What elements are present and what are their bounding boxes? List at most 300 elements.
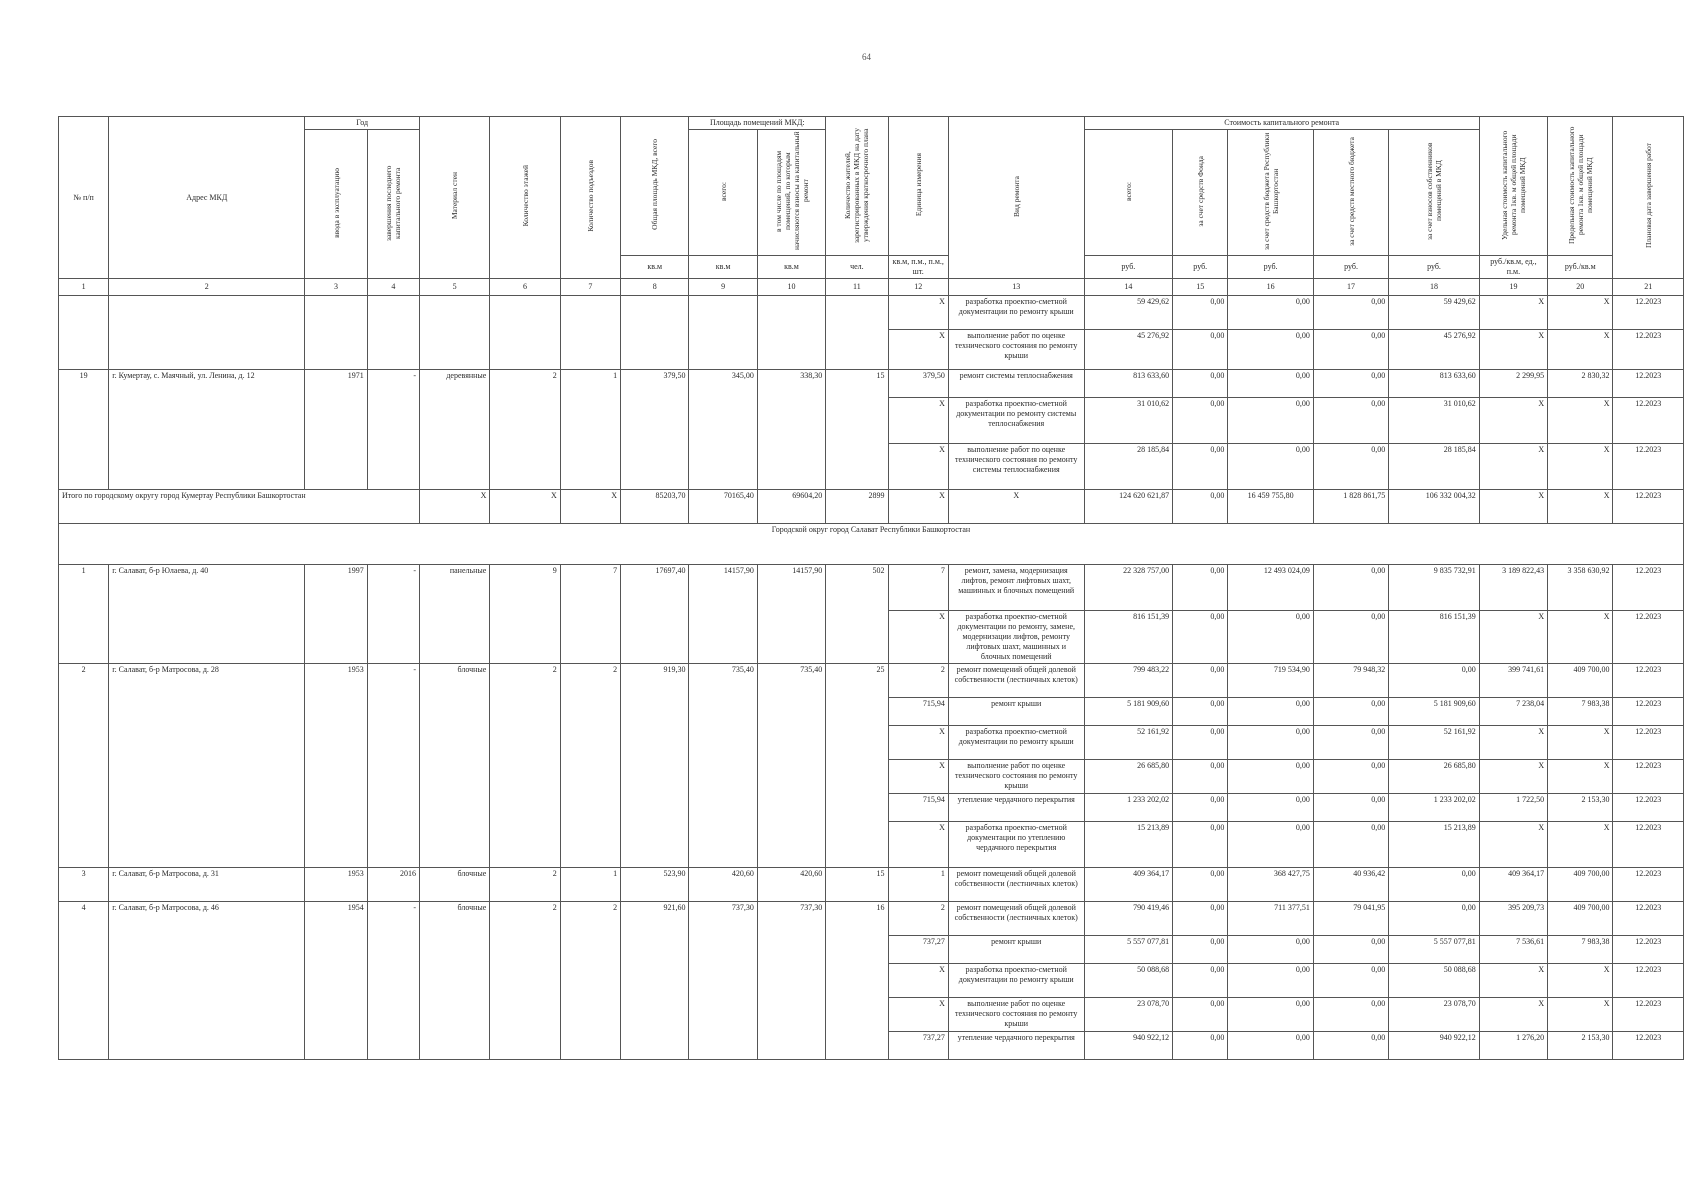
cell-spec: 395 209,73 [1479,902,1547,936]
cell-total: 23 078,70 [1084,998,1172,1032]
cell-owners: 45 276,92 [1389,330,1480,370]
cell-date: 12.2023 [1613,330,1684,370]
cell-date: 12.2023 [1613,698,1684,726]
cell-total: 50 088,68 [1084,964,1172,998]
cell-address: г. Кумертау, с. Маячный, ул. Ленина, д. 12 [109,370,305,490]
cell-unit: 2 [888,664,948,698]
cell-material: деревянные [419,370,489,490]
cell-spec: 409 364,17 [1479,868,1547,902]
empty-cell [109,296,305,370]
cell-total: 940 922,12 [1084,1032,1172,1060]
cell-fund: 0,00 [1173,936,1228,964]
cell-local: 0,00 [1313,565,1388,611]
cell-date: 12.2023 [1613,664,1684,698]
cell-num: 4 [59,902,109,1060]
cell-total: 45 276,92 [1084,330,1172,370]
cell-max: 409 700,00 [1548,868,1613,902]
cell-fund: 0,00 [1173,398,1228,444]
cell-entrances: 2 [560,902,620,1060]
cell-rb: 0,00 [1228,1032,1313,1060]
cell-work: ремонт, замена, модернизация лифтов, ремонт лифтовых шахт, машинных и блочных помещений [948,565,1084,611]
cell-rb: 0,00 [1228,330,1313,370]
cell-max: 409 700,00 [1548,664,1613,698]
cell-rb: 719 534,90 [1228,664,1313,698]
cell-local: 79 041,95 [1313,902,1388,936]
cell-premises-repair: 14157,90 [757,565,825,664]
unit-sqm: кв.м [689,256,757,279]
cell-total: 1 233 202,02 [1084,794,1172,822]
cell-last-repair: - [367,664,419,868]
hdr-premises-all: всего: [689,130,757,256]
cell-spec: X [1479,398,1547,444]
cell-fund: 0,00 [1173,964,1228,998]
capital-repair-table [58,116,1684,1060]
cell-entrances: X [560,490,620,524]
cell-premises-repair: 420,60 [757,868,825,902]
cell-date: 12.2023 [1613,760,1684,794]
cell-spec: 3 189 822,43 [1479,565,1547,611]
cell-local: 0,00 [1313,964,1388,998]
unit-rub-sqm: руб./кв.м, ед., п.м. [1479,256,1547,279]
cell-local: 0,00 [1313,794,1388,822]
cell-owners: 5 181 909,60 [1389,698,1480,726]
cell-work: разработка проектно-сметной документации по утеплению чердачного перекрытия [948,822,1084,868]
cell-owners: 0,00 [1389,664,1480,698]
cell-max: X [1548,490,1613,524]
cell-work: разработка проектно-сметной документации по ремонту крыши [948,726,1084,760]
table-body [59,279,1684,1060]
cell-owners: 59 429,62 [1389,296,1480,330]
cell-fund: 0,00 [1173,330,1228,370]
cell-residents: 16 [826,902,888,1060]
unit-sqm: кв.м [621,256,689,279]
empty-cell [367,296,419,370]
empty-cell [689,296,757,370]
cell-local: 0,00 [1313,998,1388,1032]
cell-spec: 2 299,95 [1479,370,1547,398]
cell-fund: 0,00 [1173,726,1228,760]
cell-date: 12.2023 [1613,868,1684,902]
cell-rb: 0,00 [1228,936,1313,964]
hdr-max-cost: Предельная стоимость капитального ремонта 1кв. м общей площади помещений МКД [1548,117,1613,256]
cell-year: 1997 [305,565,367,664]
cell-residents: 25 [826,664,888,868]
hdr-material: Материал стен [419,117,489,279]
cell-year: 1953 [305,664,367,868]
cell-rb: 711 377,51 [1228,902,1313,936]
cell-max: X [1548,760,1613,794]
cell-work: ремонт помещений общей долевой собственности (лестничных клеток) [948,902,1084,936]
cell-total: 28 185,84 [1084,444,1172,490]
cell-unit: 1 [888,868,948,902]
cell-owners: 106 332 004,32 [1389,490,1480,524]
cell-unit: 7 [888,565,948,611]
cell-area: 919,30 [621,664,689,868]
cell-total: 5 181 909,60 [1084,698,1172,726]
cell-total: 15 213,89 [1084,822,1172,868]
cell-spec: X [1479,822,1547,868]
cell-entrances: 7 [560,565,620,664]
cell-fund: 0,00 [1173,611,1228,664]
cell-num: 1 [59,565,109,664]
hdr-residents: Количество жителей, зарегистрированных в МКД на дату утверждения краткосрочного плана [826,117,888,256]
cell-max: X [1548,998,1613,1032]
cell-work: выполнение работ по оценке технического состояния по ремонту крыши [948,330,1084,370]
cell-last-repair: - [367,565,419,664]
cell-entrances: 1 [560,868,620,902]
column-number-row: 1 2 3 4 5 6 7 8 9 10 11 12 13 14 15 16 17 18 19 20 21 [59,279,1684,296]
cell-fund: 0,00 [1173,565,1228,611]
cell-unit: X [888,398,948,444]
cell-work: разработка проектно-сметной документации по ремонту, замене, модернизации лифтов, ремонту лифтовых шахт, машинных и блочных помещений [948,611,1084,664]
section-title: Городской округ город Салават Республики Башкортостан [59,524,1684,565]
cell-premises: 737,30 [689,902,757,1060]
cell-premises: 345,00 [689,370,757,490]
cell-date: 12.2023 [1613,398,1684,444]
cell-unit: 2 [888,902,948,936]
cell-local: 0,00 [1313,330,1388,370]
cell-max: X [1548,444,1613,490]
cell-spec: X [1479,760,1547,794]
cell-work: ремонт крыши [948,698,1084,726]
empty-cell [419,296,489,370]
cell-unit: X [888,296,948,330]
cell-rb: 0,00 [1228,998,1313,1032]
cell-max: X [1548,296,1613,330]
hdr-premises-repair: в том числе по площадям помещений, по которым начисляются взносы на капитальный ремонт [757,130,825,256]
cell-fund: 0,00 [1173,444,1228,490]
cell-floors: 2 [490,902,560,1060]
table-row [59,296,1684,330]
hdr-planned-date: Плановая дата завершения работ [1613,117,1684,279]
cell-entrances: 2 [560,664,620,868]
cell-fund: 0,00 [1173,296,1228,330]
cell-max: 2 830,32 [1548,370,1613,398]
cell-spec: 7 238,04 [1479,698,1547,726]
cell-date: 12.2023 [1613,490,1684,524]
cell-local: 0,00 [1313,370,1388,398]
cell-max: 409 700,00 [1548,902,1613,936]
cell-unit: X [888,330,948,370]
hdr-year-commission: ввода в эксплуатацию [305,130,367,279]
cell-rb: 0,00 [1228,611,1313,664]
cell-date: 12.2023 [1613,794,1684,822]
empty-cell [560,296,620,370]
cell-owners: 816 151,39 [1389,611,1480,664]
hdr-address: Адрес МКД [109,117,305,279]
cell-max: 7 983,38 [1548,698,1613,726]
cell-total: 790 419,46 [1084,902,1172,936]
cell-date: 12.2023 [1613,370,1684,398]
cell-local: 40 936,42 [1313,868,1388,902]
cell-work: разработка проектно-сметной документации по ремонту крыши [948,296,1084,330]
cell-date: 12.2023 [1613,902,1684,936]
cell-premises-repair: 737,30 [757,902,825,1060]
cell-spec: X [1479,964,1547,998]
cell-local: 79 948,32 [1313,664,1388,698]
hdr-premises-area: Площадь помещений МКД: [689,117,826,130]
cell-address: г. Салават, б-р Матросова, д. 28 [109,664,305,868]
cell-unit: 715,94 [888,698,948,726]
cell-rb: 0,00 [1228,370,1313,398]
cell-work: ремонт системы теплоснабжения [948,370,1084,398]
cell-owners: 50 088,68 [1389,964,1480,998]
empty-cell [757,296,825,370]
cell-work: разработка проектно-сметной документации по ремонту крыши [948,964,1084,998]
cell-rb: 0,00 [1228,398,1313,444]
cell-max: 3 358 630,92 [1548,565,1613,611]
cell-rb: 0,00 [1228,698,1313,726]
cell-max: X [1548,611,1613,664]
cell-total: 31 010,62 [1084,398,1172,444]
cell-spec: 1 722,50 [1479,794,1547,822]
cell-fund: 0,00 [1173,822,1228,868]
empty-cell [490,296,560,370]
cell-owners: 15 213,89 [1389,822,1480,868]
cell-max: X [1548,964,1613,998]
cell-owners: 52 161,92 [1389,726,1480,760]
cell-material: блочные [419,868,489,902]
cell-num: 2 [59,664,109,868]
cell-unit: X [888,822,948,868]
cell-unit: X [888,444,948,490]
empty-cell [621,296,689,370]
cell-floors: X [490,490,560,524]
hdr-cost-budget-local: за счет средств местного бюджета [1313,130,1388,256]
table-row [59,902,1684,936]
cell-premises: 420,60 [689,868,757,902]
cell-area: 379,50 [621,370,689,490]
cell-work: утепление чердачного перекрытия [948,1032,1084,1060]
hdr-cost-owners: за счет взносов собственников помещений в МКД [1389,130,1480,256]
cell-max: 7 983,38 [1548,936,1613,964]
cell-rb: 0,00 [1228,444,1313,490]
cell-unit: 737,27 [888,1032,948,1060]
unit-sqm: кв.м [757,256,825,279]
cell-material: блочные [419,902,489,1060]
table-row [59,370,1684,398]
hdr-specific-cost: Удельная стоимость капитального ремонта 1кв. м общей площади помещений МКД [1479,117,1547,256]
cell-local: 0,00 [1313,1032,1388,1060]
cell-local: 0,00 [1313,296,1388,330]
cell-fund: 0,00 [1173,698,1228,726]
cell-year: 1954 [305,902,367,1060]
unit-rub: руб. [1313,256,1388,279]
cell-local: 1 828 861,75 [1313,490,1388,524]
cell-premises-repair: 338,30 [757,370,825,490]
cell-last-repair: 2016 [367,868,419,902]
empty-cell [826,296,888,370]
cell-date: 12.2023 [1613,565,1684,611]
cell-date: 12.2023 [1613,964,1684,998]
cell-total: 409 364,17 [1084,868,1172,902]
cell-spec: X [1479,444,1547,490]
cell-area: 523,90 [621,868,689,902]
cell-owners: 23 078,70 [1389,998,1480,1032]
cell-residents: 15 [826,868,888,902]
cell-spec: X [1479,330,1547,370]
cell-total: 59 429,62 [1084,296,1172,330]
cell-material: панельные [419,565,489,664]
cell-work: утепление чердачного перекрытия [948,794,1084,822]
hdr-total-area: Общая площадь МКД, всего [621,117,689,256]
cell-local: 0,00 [1313,726,1388,760]
cell-floors: 2 [490,370,560,490]
cell-owners: 9 835 732,91 [1389,565,1480,611]
cell-material: блочные [419,664,489,868]
cell-floors: 9 [490,565,560,664]
cell-total: 816 151,39 [1084,611,1172,664]
hdr-year: Год [305,117,420,130]
cell-local: 0,00 [1313,822,1388,868]
cell-fund: 0,00 [1173,794,1228,822]
cell-max: X [1548,398,1613,444]
cell-date: 12.2023 [1613,998,1684,1032]
table-row [59,868,1684,902]
cell-year: 1953 [305,868,367,902]
cell-owners: 0,00 [1389,902,1480,936]
page-number: 64 [862,52,871,62]
cell-rb: 0,00 [1228,760,1313,794]
hdr-cost-fund: за счет средств Фонда [1173,130,1228,256]
cell-total: 124 620 621,87 [1084,490,1172,524]
cell-spec: X [1479,611,1547,664]
cell-fund: 0,00 [1173,370,1228,398]
cell-premises: 735,40 [689,664,757,868]
cell-unit: X [888,964,948,998]
cell-unit: X [888,490,948,524]
cell-rb: 368 427,75 [1228,868,1313,902]
cell-total: 813 633,60 [1084,370,1172,398]
cell-max: X [1548,726,1613,760]
cell-year: 1971 [305,370,367,490]
cell-local: 0,00 [1313,398,1388,444]
cell-fund: 0,00 [1173,998,1228,1032]
cell-local: 0,00 [1313,611,1388,664]
cell-area: 17697,40 [621,565,689,664]
cell-unit: X [888,726,948,760]
cell-fund: 0,00 [1173,902,1228,936]
cell-owners: 1 233 202,02 [1389,794,1480,822]
unit-people: чел. [826,256,888,279]
cell-premises_repair: 69604,20 [757,490,825,524]
cell-spec: X [1479,296,1547,330]
cell-work: разработка проектно-сметной документации по ремонту системы теплоснабжения [948,398,1084,444]
cell-local: 0,00 [1313,444,1388,490]
cell-owners: 31 010,62 [1389,398,1480,444]
hdr-cost-budget-rb: за счет средств бюджета Республики Башкортостан [1228,130,1313,256]
cell-local: 0,00 [1313,936,1388,964]
cell-rb: 12 493 024,09 [1228,565,1313,611]
cell-max: 2 153,30 [1548,1032,1613,1060]
hdr-cost-total: всего: [1084,130,1172,256]
cell-unit: X [888,611,948,664]
cell-residents: 15 [826,370,888,490]
unit-rub: руб. [1389,256,1480,279]
cell-total: 22 328 757,00 [1084,565,1172,611]
cell-date: 12.2023 [1613,822,1684,868]
table-row [59,664,1684,698]
cell-last-repair: - [367,370,419,490]
unit-rub: руб. [1228,256,1313,279]
cell-address: г. Салават, б-р Юлаева, д. 40 [109,565,305,664]
unit-rub: руб. [1084,256,1172,279]
cell-total: 52 161,92 [1084,726,1172,760]
cell-date: 12.2023 [1613,936,1684,964]
cell-max: X [1548,330,1613,370]
section-row [59,524,1684,565]
hdr-work-type: Вид ремонта [948,117,1084,279]
cell-work: выполнение работ по оценке технического состояния по ремонту крыши [948,760,1084,794]
cell-date: 12.2023 [1613,1032,1684,1060]
cell-owners: 28 185,84 [1389,444,1480,490]
cell-residents: 502 [826,565,888,664]
cell-local: 0,00 [1313,760,1388,794]
cell-owners: 0,00 [1389,868,1480,902]
hdr-num: № п/п [59,117,109,279]
cell-premises: 70165,40 [689,490,757,524]
hdr-floors: Количество этажей [490,117,560,279]
cell-floors: 2 [490,664,560,868]
cell-area: 85203,70 [621,490,689,524]
cell-fund: 0,00 [1173,490,1228,524]
cell-spec: X [1479,726,1547,760]
cell-owners: 940 922,12 [1389,1032,1480,1060]
total-row [59,490,1684,524]
cell-unit: X [888,760,948,794]
cell-total: 5 557 077,81 [1084,936,1172,964]
unit-measure: кв.м, п.м., п.м., шт. [888,256,948,279]
cell-premises: 14157,90 [689,565,757,664]
unit-rub: руб. [1173,256,1228,279]
cell-num: 3 [59,868,109,902]
cell-rb: 0,00 [1228,964,1313,998]
cell-fund: 0,00 [1173,760,1228,794]
cell-total: 26 685,80 [1084,760,1172,794]
cell-address: г. Салават, б-р Матросова, д. 46 [109,902,305,1060]
cell-rb: 0,00 [1228,726,1313,760]
cell-work: ремонт помещений общей долевой собственности (лестничных клеток) [948,664,1084,698]
cell-rb: 16 459 755,80 [1228,490,1313,524]
cell-work: ремонт помещений общей долевой собственности (лестничных клеток) [948,868,1084,902]
cell-work: ремонт крыши [948,936,1084,964]
cell-floors: 2 [490,868,560,902]
cell-max: X [1548,822,1613,868]
unit-rub-sqm: руб./кв.м [1548,256,1613,279]
total-label: Итого по городскому округу город Кумертау Республики Башкортостан [59,490,420,524]
cell-spec: X [1479,998,1547,1032]
hdr-entrances: Количество подъездов [560,117,620,279]
cell-address: г. Салават, б-р Матросова, д. 31 [109,868,305,902]
cell-last-repair: - [367,902,419,1060]
cell-rb: 0,00 [1228,296,1313,330]
cell-spec: 1 276,20 [1479,1032,1547,1060]
cell-fund: 0,00 [1173,868,1228,902]
cell-unit: 379,50 [888,370,948,398]
cell-premises-repair: 735,40 [757,664,825,868]
cell-date: 12.2023 [1613,726,1684,760]
cell-total: 799 483,22 [1084,664,1172,698]
cell-residents: 2899 [826,490,888,524]
cell-spec: X [1479,490,1547,524]
cell-area: 921,60 [621,902,689,1060]
cell-max: 2 153,30 [1548,794,1613,822]
hdr-cost: Стоимость капитального ремонта [1084,117,1479,130]
cell-unit: X [888,998,948,1032]
cell-owners: 813 633,60 [1389,370,1480,398]
cell-work: X [948,490,1084,524]
cell-local: 0,00 [1313,698,1388,726]
